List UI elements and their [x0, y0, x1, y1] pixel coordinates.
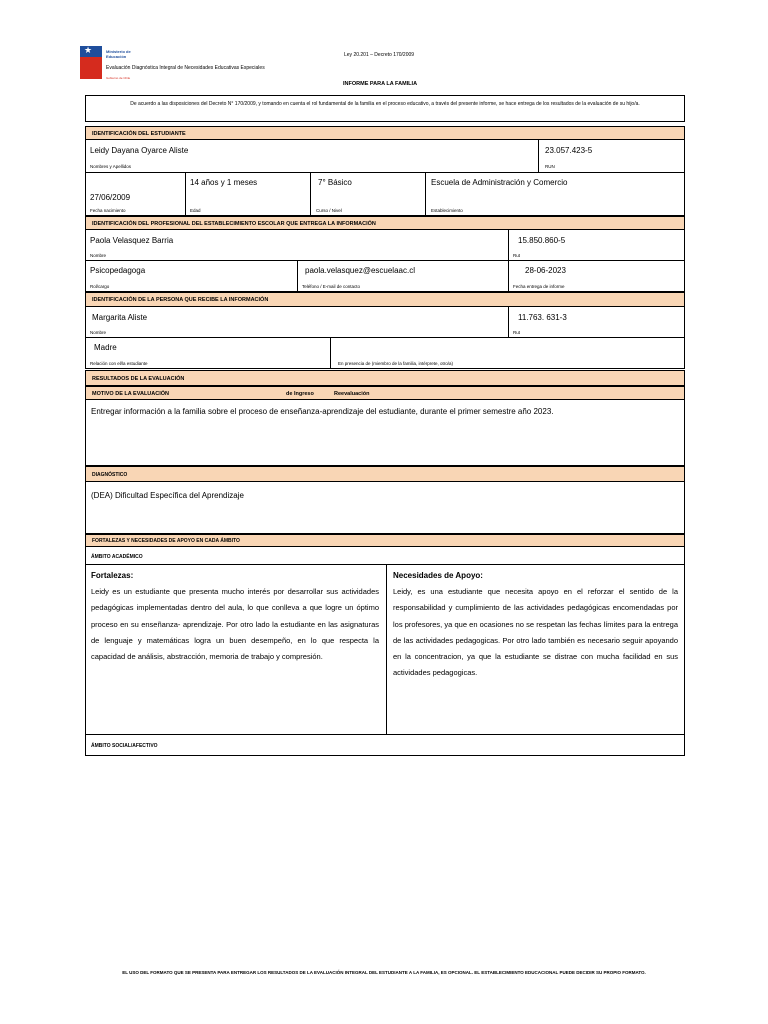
receiver-rut: 11.763. 631-3 [518, 313, 567, 322]
star-icon: ★ [84, 45, 93, 55]
academic-label: ÁMBITO ACADÉMICO [91, 554, 143, 560]
student-course: 7° Básico [318, 178, 352, 187]
receiver-name-label: Nombre [90, 330, 107, 335]
strengths-title: Fortalezas: [91, 571, 134, 580]
professional-email-label: Teléfono / E-mail de contacto [302, 284, 361, 289]
student-name-label: Nombres y Apellidos [90, 164, 132, 169]
section-receiver: IDENTIFICACIÓN DE LA PERSONA QUE RECIBE LA INFORMACIÓN [85, 292, 685, 307]
professional-date: 28-06-2023 [525, 266, 566, 275]
footer-note: EL USO DEL FORMATO QUE SE PRESENTA PARA ENTREGAR LOS RESULTADOS DE LA EVALUACIÓN INTEGRAL DEL ESTUDIANTE A LA FAMILIA, ES OPCIONAL. EL ESTABLECIMIENTO EDUCACIONAL PUEDE DECIDIR SU PROPIO FORMATO. [122, 970, 646, 975]
needs-title: Necesidades de Apoyo: [393, 571, 483, 580]
motive-reevaluacion: Reevaluación [334, 391, 370, 397]
strengths-text: Leidy es un estudiante que presenta mucho interés por desarrollar sus actividades pedagógicas implementadas dentro del aula, lo que conlleva a que logre un óptimo proceso en su enseñanza- aprendizaje. Por otro lado la estudiante en las asignaturas de lenguaje y matemáticas logra un buen desempeño, en lo que respecta la capacidad de análisis, abstracción, memoria de trabajo y compresión. [91, 587, 379, 662]
receiver-rut-label: Rut [513, 330, 521, 335]
strengths-section: FORTALEZAS Y NECESIDADES DE APOYO EN CADA ÁMBITO [85, 534, 685, 547]
student-school-label: Establecimiento [431, 208, 463, 213]
diagnosis-label: DIAGNÓSTICO [85, 466, 685, 482]
student-birth-label: Fecha nacimiento [90, 208, 126, 213]
professional-rut-label: Rut [513, 253, 521, 258]
receiver-presence-label: En presencia de (miembro de la familia, intérprete, otro/a) [338, 361, 454, 366]
diagnosis-box [85, 482, 685, 534]
document-subtitle: Evaluación Diagnóstica Integral de Necesidades Educativas Especiales [106, 65, 265, 71]
section-results: RESULTADOS DE LA EVALUACIÓN [85, 370, 685, 386]
report-title: INFORME PARA LA FAMILIA [343, 81, 418, 87]
section-professional: IDENTIFICACIÓN DEL PROFESIONAL DEL ESTABLECIMIENTO ESCOLAR QUE ENTREGA LA INFORMACIÓN [85, 216, 685, 230]
student-run-label: RUN [545, 164, 555, 169]
needs-text: Leidy, es una estudiante que necesita apoyo en el reforzar el sentido de la responsabilidad y cumplimiento de las actividades pedagógicas encomendadas por los profesores, ya que en ocasiones no se respetan las fechas límites para la entrega de las actividades pedagogicas. Por otro lado también es necesario seguir apoyando en la concentracion, ya que la estudiante se distrae con mucha facilidad en sus actividades pedagogicas. [393, 587, 678, 678]
section-student: IDENTIFICACIÓN DEL ESTUDIANTE [85, 126, 685, 140]
student-age: 14 años y 1 meses [190, 178, 258, 187]
professional-date-label: Fecha entrega de informe [513, 284, 565, 289]
professional-role: Psicopedagoga [90, 266, 146, 275]
receiver-name: Margarita Aliste [92, 313, 148, 322]
law-reference: Ley 20.201 – Decreto 170/2009 [344, 52, 415, 58]
motive-row [85, 386, 685, 400]
academic-row [85, 547, 685, 565]
social-label: ÁMBITO SOCIAL/AFECTIVO [91, 743, 158, 749]
professional-role-label: Rol/cargo [90, 284, 110, 289]
student-name: Leidy Dayana Oyarce Aliste [90, 146, 189, 155]
logo-ministry-text: Ministerio de Educación [106, 49, 131, 59]
student-age-label: Edad [190, 208, 201, 213]
intro-text: De acuerdo a las disposiciones del Decreto N° 170/2009, y tomando en cuenta el rol fundamental de la familia en el proceso educativo, a través del presente informe, se hace entrega de los resultados de la evaluación de su hijo/a. [85, 95, 685, 122]
professional-email: paola.velasquez@escuelaac.cl [305, 266, 415, 275]
student-course-label: Curso / Nivel [316, 208, 342, 213]
receiver-relation-label: Relación con el/la estudiante [90, 361, 148, 366]
diagnosis-text: (DEA) Dificultad Específica del Aprendizaje [91, 491, 244, 500]
student-run: 23.057.423-5 [545, 146, 593, 155]
social-row [85, 735, 685, 756]
student-school: Escuela de Administración y Comercio [431, 178, 568, 187]
logo-sub-text: Gobierno de Chile [106, 76, 131, 80]
motive-label: MOTIVO DE LA EVALUACIÓN [92, 391, 169, 397]
motive-text: Entregar información a la familia sobre el proceso de enseñanza-aprendizaje del estudiante, durante el primer semestre año 2023. [91, 407, 554, 416]
professional-name: Paola Velasquez Barria [90, 236, 174, 245]
professional-rut: 15.850.860-5 [518, 236, 566, 245]
professional-name-label: Nombre [90, 253, 107, 258]
student-birth: 27/06/2009 [90, 193, 131, 202]
professional-box [85, 230, 685, 292]
receiver-relation: Madre [94, 343, 117, 352]
motive-ingreso: de Ingreso [286, 391, 314, 397]
receiver-box [85, 307, 685, 369]
